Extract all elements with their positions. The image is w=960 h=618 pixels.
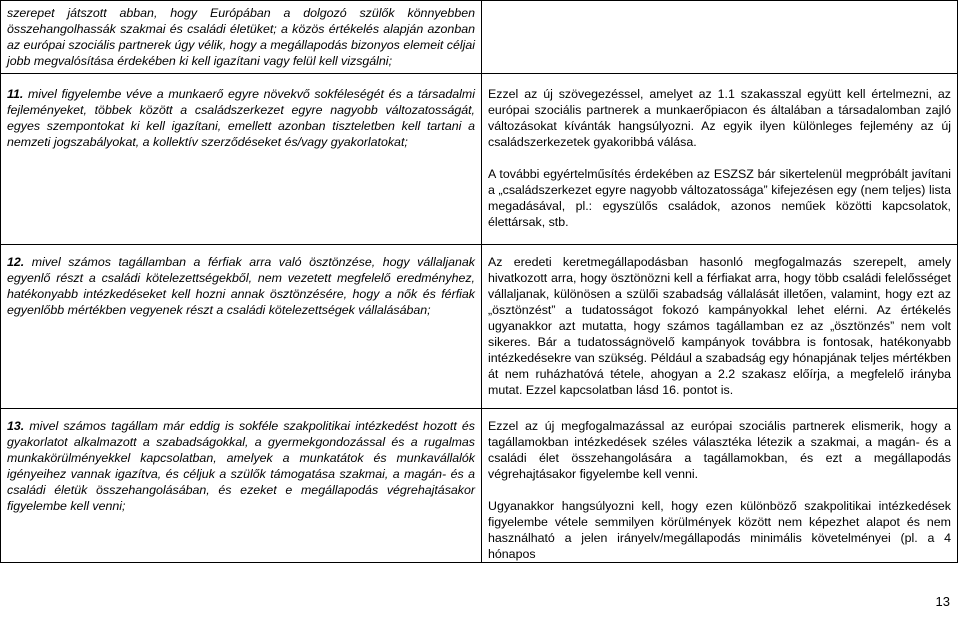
paragraph-13 bbox=[7, 418, 475, 514]
left-cell-13 bbox=[1, 409, 482, 563]
comment-paragraph: Ezzel az új szövegezéssel, amelyet az 1.1 szakasszal együtt kell értelmezni, az európai szociális partnerek a munkaerőpiacon és általában a társadalomban zajló változásokat kívánták hangsúlyozni. Az egyik ilyen különleges fejlemény az új családszerkezetek gyakoribbá válása. bbox=[488, 87, 951, 149]
comment-paragraph: A további egyértelműsítés érdekében az ESZSZ bár sikertelenül megpróbált javítani a „családszerkezet egyre nagyobb változatossága” kifejezésen egy (nem teljes) lista megadásával, pl.: egyszülős családok, azonos neműek közötti kapcsolatok, élettársak, stb. bbox=[488, 167, 951, 229]
left-cell-intro bbox=[1, 1, 482, 74]
table-row bbox=[1, 1, 958, 74]
comment-paragraph: Ugyanakkor hangsúlyozni kell, hogy ezen különböző szakpolitikai intézkedések figyelembe vétele semmilyen körülmények között nem képezhet alapot és nem használható a jelen irányelv/megállapodás minimális követelményei (pl. a 4 hónapos bbox=[488, 499, 951, 561]
page-number: 13 bbox=[935, 594, 950, 609]
table-row bbox=[1, 245, 958, 409]
paragraph-number: 12. bbox=[7, 255, 25, 269]
table-row bbox=[1, 74, 958, 245]
table-row bbox=[1, 409, 958, 563]
paragraph-text: mivel számos tagállam már eddig is sokféle szakpolitikai intézkedést hozott és gyakorlatot alkalmazott a szabadságokkal, a gyermekgondozással és a rugalmas munkakörülményekkel kapcsolatban, amelyek a munkatátok és munkavállalók igényeihez vannak igazítva, és céljuk a szülők támogatása szakmai, a magán- és a családi életük összehangolásában, és ezeket e megállapodás végrehajtásakor figyelembe kell venni; bbox=[7, 419, 475, 513]
right-cell-intro bbox=[482, 1, 958, 74]
right-cell-11 bbox=[482, 74, 958, 245]
right-cell-12 bbox=[482, 245, 958, 409]
paragraph-number: 11. bbox=[7, 87, 24, 101]
comment-paragraph: Ezzel az új megfogalmazással az európai szociális partnerek elismerik, hogy a tagállamokban intézkedések széles választéka létezik a szakmai, a magán- és a családi élet összehangolására a tagállamokban, és ezt a megállapodás végrehajtásakor figyelembe kell venni. bbox=[488, 419, 951, 481]
intro-paragraph: szerepet játszott abban, hogy Európában a dolgozó szülők könnyebben összehangolhassák szakmai és családi életüket; a közös értékelés alapján azonban az európai szociális partnerek úgy vélik, hogy a megállapodás bizonyos elemeit céljai jobb megvalósítása érdekében ki kell igazítani vagy felül kell vizsgálni; bbox=[7, 6, 475, 68]
paragraph-11 bbox=[7, 86, 475, 150]
comment-paragraph: Az eredeti keretmegállapodásban hasonló megfogalmazás szerepelt, amely hivatkozott arra, hogy ösztönözni kell a férfiakat arra, hogy több családi felelősséget vállaljanak, különösen a szülői szabadság vállalását illetően, valamint, hogy ezt az „ösztönzést” a tudatosságot fokozó kampányokkal lehet elérni. Az értékelés ugyanakkor azt mutatta, hogy számos tagállamban ez az „ösztönzés” nem volt sikeres. Bár a tudatosságnövelő kampányok továbbra is fontosak, hatékonyabb intézkedésekre van szükség. Például a szabadság egy hónapjának teljes mértékben át nem ruházhatóvá tétele, ahogyan a 2.2 szakasz előírja, a megfelelő irányba mutat. Ezzel kapcsolatban lásd 16. pontot is. bbox=[488, 255, 951, 397]
left-cell-12 bbox=[1, 245, 482, 409]
left-cell-11 bbox=[1, 74, 482, 245]
paragraph-text: mivel számos tagállamban a férfiak arra való ösztönzése, hogy vállaljanak egyenlő részt a családi kötelezettségekből, nem vezetett megfelelő eredményhez, hatékonyabb intézkedéseket kell hozni annak ösztönzésére, hogy a nők és férfiak egyenlőbb mértékben vegyenek részt a családi kötelezettségek vállalásában; bbox=[7, 255, 475, 317]
paragraph-number: 13. bbox=[7, 419, 25, 433]
right-cell-13 bbox=[482, 409, 958, 563]
paragraph-12 bbox=[7, 254, 475, 318]
paragraph-text: mivel figyelembe véve a munkaerő egyre növekvő sokféleségét és a társadalmi fejleményeket, többek között a családszerkezet egyre nagyobb változatosságát, egyes szempontokat ki kell igazítani, emellett azonban tiszteletben kell tartani a nemzeti jogszabályokat, a kollektív szerződéseket és/vagy gyakorlatokat; bbox=[7, 87, 475, 149]
